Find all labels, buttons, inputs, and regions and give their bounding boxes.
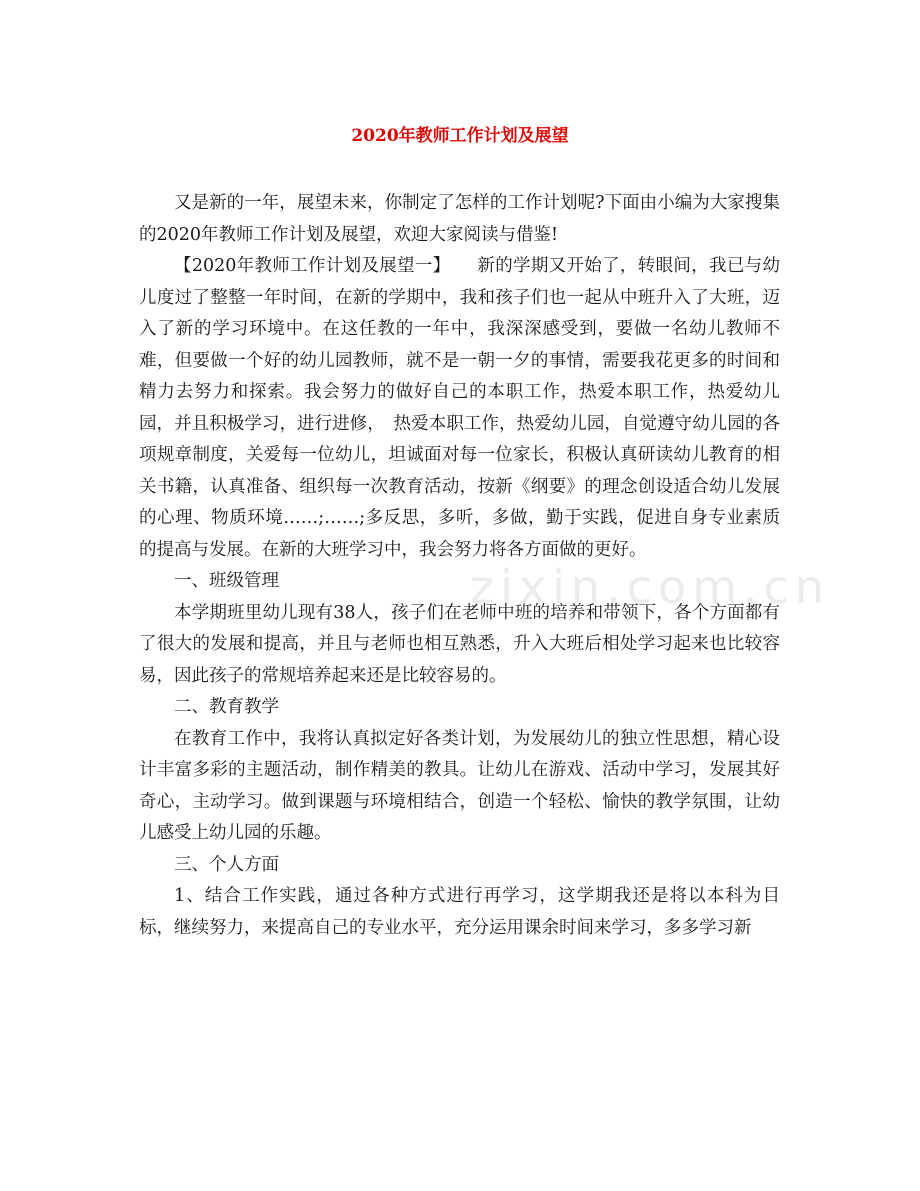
- paragraph-intro: 又是新的一年，展望未来，你制定了怎样的工作计划呢?下面由小编为大家搜集的2020年教师工作计划及展望，欢迎大家阅读与借鉴!: [139, 193, 780, 245]
- section-heading-personal: 三、个人方面: [174, 854, 279, 875]
- paragraph-education: 在教育工作中，我将认真拟定好各类计划，为发展幼儿的独立性思想，精心设计丰富多彩的主题活动，制作精美的教具。让幼儿在游戏、活动中学习，发展其好奇心，主动学习。做到课题与环境相结合，创造一个轻松、愉快的教学氛围，让幼儿感受上幼儿园的乐趣。: [139, 728, 780, 843]
- paragraph-plan-one: 【2020年教师工作计划及展望一】 新的学期又开始了，转眼间，我已与幼儿度过了整整一年时间，在新的学期中，我和孩子们也一起从中班升入了大班，迈入了新的学习环境中。在这任教的一年中，我深深感受到，要做一名幼儿教师不难，但要做一个好的幼儿园教师，就不是一朝一夕的事情，需要我花更多的时间和精力去努力和探索。我会努力的做好自己的本职工作，热爱本职工作，热爱幼儿园，并且积极学习，进行进修， 热爱本职工作，热爱幼儿园，自觉遵守幼儿园的各项规章制度，关爱每一位幼儿，坦诚面对每一位家长，积极认真研读幼儿教育的相关书籍，认真准备、组织每一次教育活动，按新《纲要》的理念创设适合幼儿发展的心理、物质环境……;……;多反思，多听，多做，勤于实践，促进自身专业素质的提高与发展。在新的大班学习中，我会努力将各方面做的更好。: [139, 256, 780, 560]
- document-body: [139, 188, 780, 944]
- paragraph-class-management: 本学期班里幼儿现有38人，孩子们在老师中班的培养和带领下，各个方面都有了很大的发展和提高，并且与老师也相互熟悉，升入大班后相处学习起来也比较容易，因此孩子的常规培养起来还是比较容易的。: [139, 602, 780, 686]
- section-heading-education: 二、教育教学: [174, 697, 279, 717]
- section-heading-class-management: 一、班级管理: [174, 571, 279, 591]
- paragraph-personal: 1、结合工作实践，通过各种方式进行再学习，这学期我还是将以本科为目标，继续努力，来提高自己的专业水平，充分运用课余时间来学习，多多学习新: [139, 886, 780, 938]
- watermark: zixin.com.cn: [470, 560, 831, 614]
- document-title: 2020年教师工作计划及展望: [351, 126, 569, 146]
